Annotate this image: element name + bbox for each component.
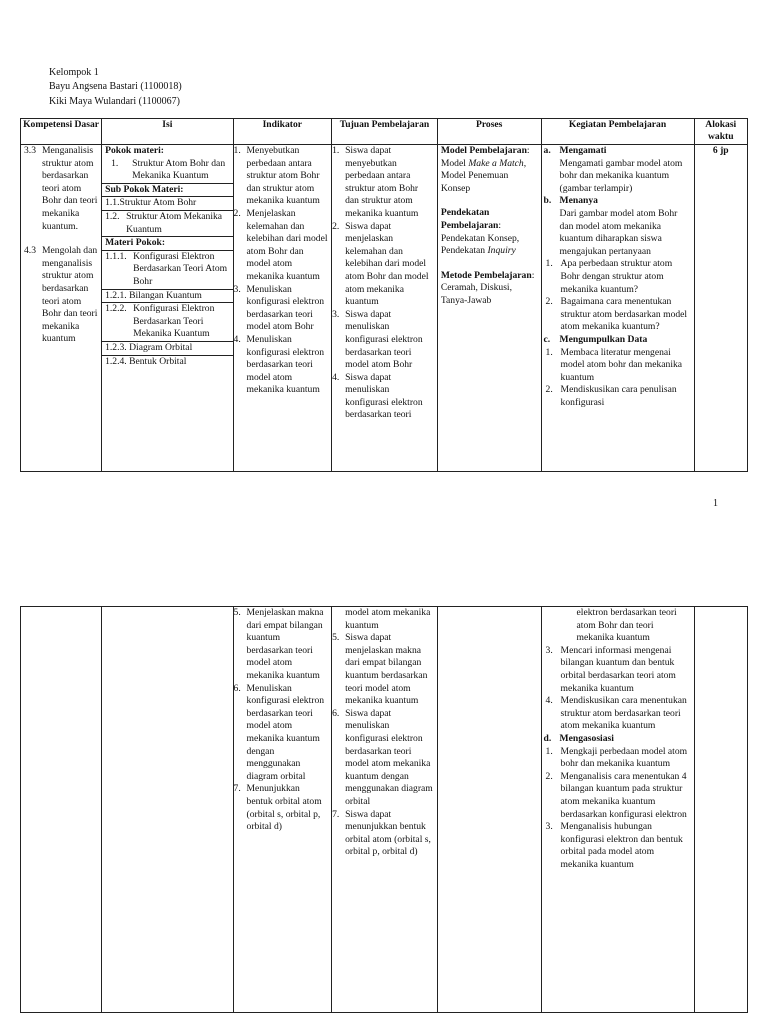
list-item: 7. Menunjukkan bentuk orbital atom (orbital s, orbital p, orbital d) — [233, 783, 322, 833]
list-item: 6. Siswa dapat menuliskan konfigurasi elektron berdasarkan teori model atom mekanika kuantum dengan menggunakan diagram orbital — [332, 707, 433, 807]
step-menanya: Menanya — [559, 195, 598, 207]
member-2: Kiki Maya Wulandari (1100067) — [49, 95, 180, 107]
list-item: 4. Menuliskan konfigurasi elektron berdasarkan teori model atom mekanika kuantum — [233, 333, 325, 396]
cell-kegiatan: a. Mengamati Mengamati gambar model atom bohr dan mekanika kuantum (gambar terlampir) b. Menanya Dari gambar model atom Bohr dan model atom mekanika kuantum diharapkan siswa mengajukan pertanyaan 1. Apa perbedaan struktur atom Bohr dengan struktur atom mekanika kuantum? 2. Bagaimana cara menentukan struktur atom berdasarkan model atom mekanika kuantum? c. Mengumpulkan Data 1. Membaca literatur mengenai model atom bohr dan mekanika kuantum 2. Mendiskusikan cara penulisan konfigurasi — [541, 145, 694, 472]
model-title: Model Pembelajaran — [440, 145, 527, 156]
metode-title: Metode Pembelajaran — [440, 269, 532, 281]
cell-indikator-cont — [233, 607, 332, 1013]
pokok-materi-title: Pokok materi: — [105, 145, 164, 156]
lesson-plan-table — [20, 118, 748, 472]
list-item: 4. Mendiskusikan cara menentukan struktur atom berdasarkan teori atom mekanika kuantum — [545, 695, 687, 732]
pokok-materi-item: Struktur Atom Bohr dan Mekanika Kuantum — [132, 157, 226, 182]
materi-1-2-1: 1.2.1. Bilangan Kuantum — [102, 290, 232, 304]
table-header-row — [21, 119, 748, 145]
materi-1-2-4: 1.2.4. Bentuk Orbital — [105, 355, 187, 367]
list-item: 2. Menjelaskan kelemahan dan kelebihan dari model atom Bohr dan model atom mekanika kuantum — [233, 207, 328, 282]
cell-indikator — [233, 145, 332, 472]
cell-kegiatan-cont: elektron berdasarkan teori atom Bohr dan teori mekanika kuantum 3. Mencari informasi mengenai bilangan kuantum dan bentuk orbital berdasarkan teori atom mekanika kuantum 4. Mendiskusikan cara menentukan struktur atom berdasarkan teori atom mekanika kuantum d. Mengasosiasi 1. Mengkaji perbedaan model atom bohr dan mekanika kuantum 2. Menganalisis cara menentukan 4 bilangan kuantum pada struktur atom mekanika kuantum berdasarkan konfigurasi elektron 3. Menganalisis hubungan konfigurasi elektron dan bentuk orbital pada model atom mekanika kuantum — [541, 607, 694, 1013]
step-mengumpulkan: Mengumpulkan Data — [559, 333, 648, 345]
step-mengasosiasi: Mengasosiasi — [559, 732, 614, 744]
kd-3-3: Menganalisis struktur atom berdasarkan teori atom Bohr dan teori mekanika kuantum. — [42, 145, 98, 232]
table-row — [21, 145, 748, 472]
list-item: 1. Mengkaji perbedaan model atom bohr dan mekanika kuantum — [545, 745, 688, 770]
cell-kompetensi-cont — [21, 607, 102, 1013]
list-item: 3. Menganalisis hubungan konfigurasi elektron dan bentuk orbital pada model atom mekanika kuantum — [545, 821, 683, 870]
list-item: 2. Mendiskusikan cara penulisan konfigurasi — [545, 384, 677, 408]
header-isi: Isi — [102, 119, 233, 145]
tujuan-list — [332, 145, 434, 422]
list-item: 6. Menuliskan konfigurasi elektron berdasarkan teori model atom mekanika kuantum dengan menggunakan diagram orbital — [233, 682, 325, 782]
materi-1-1-1: Konfigurasi Elektron Berdasarkan Teori Atom Bohr — [133, 250, 228, 287]
header-kegiatan: Kegiatan Pembelajaran — [541, 119, 694, 145]
list-item: 2. Bagaimana cara menentukan struktur atom berdasarkan model atom mekanika kuantum? — [545, 296, 688, 333]
materi-1-2-3: 1.2.3. Diagram Orbital — [102, 342, 232, 356]
mengumpulkan-list — [544, 347, 691, 410]
sub-pokok-1: 1.1.Struktur Atom Bohr — [102, 197, 232, 211]
sub-pokok-2: Struktur Atom Mekanika Kuantum — [126, 210, 223, 235]
list-item: 3. Siswa dapat menuliskan konfigurasi elektron berdasarkan teori model atom Bohr — [332, 308, 423, 371]
group-name: Kelompok 1 — [49, 67, 99, 78]
cell-alokasi-cont — [694, 607, 747, 1013]
lesson-plan-table-continued — [20, 606, 748, 1013]
table-row — [21, 607, 748, 1013]
cell-isi: Pokok materi: 1. Struktur Atom Bohr dan Mekanika Kuantum Sub Pokok Materi: 1.1.Struktur Atom Bohr 1.2. Struktur Atom Mekanika Kuantum Materi Pokok: 1.1.1. Konfigurasi Elektron Berdasarkan Teori Atom Bohr 1.2.1. Bilangan Kuantum 1.2.2. Konfigurasi Elektron Berdasarkan Teori Mekanika Kuantum 1.2.3. Diagram Orbital 1.2.4. Bentuk Orbital — [102, 145, 233, 472]
cell-tujuan — [332, 145, 438, 472]
indikator-list — [234, 145, 329, 397]
list-item: 3. Menuliskan konfigurasi elektron berdasarkan teori model atom Bohr — [233, 283, 325, 333]
page-2 — [0, 606, 768, 1024]
list-item: 1. Membaca literatur mengenai model atom bohr dan mekanika kuantum — [545, 346, 683, 383]
member-1: Bayu Angsena Bastari (1100018) — [49, 81, 182, 93]
indikator-list-cont — [234, 607, 329, 834]
header-indikator: Indikator — [233, 119, 332, 145]
list-item: 4. Siswa dapat menuliskan konfigurasi elektron berdasarkan teori — [332, 371, 423, 421]
cell-tujuan-cont: model atom mekanika kuantum 5. Siswa dapat menjelaskan makna dari empat bilangan kuantum berdasarkan teori model atom mekanika kuantum 6. Siswa dapat menuliskan konfigurasi elektron berdasarkan teori model atom mekanika kuantum dengan menggunakan diagram orbital 7. Siswa dapat menunjukkan bentuk orbital atom (orbital s, orbital p, orbital d) — [332, 607, 438, 1013]
list-item: 1. Siswa dapat menyebutkan perbedaan antara struktur atom Bohr dan struktur atom mekanika kuantum — [332, 145, 419, 219]
list-item: 5. Siswa dapat menjelaskan makna dari empat bilangan kuantum berdasarkan teori model atom mekanika kuantum — [332, 632, 428, 707]
materi-pokok-title: Materi Pokok: — [102, 237, 232, 251]
mengumpulkan-list-cont — [544, 645, 691, 733]
step-mengamati: Mengamati — [559, 145, 607, 156]
cell-kompetensi: 3.3 Menganalisis struktur atom berdasarkan teori atom Bohr dan teori mekanika kuantum. 4.3 Mengolah dan menganalisis struktur atom berdasarkan teori atom Bohr dan teori mekanika kuantum — [21, 145, 102, 472]
cell-isi-cont — [102, 607, 233, 1013]
list-item: 1. Menyebutkan perbedaan antara struktur atom Bohr dan struktur atom mekanika kuantum — [233, 145, 320, 207]
list-item: 2. Siswa dapat menjelaskan kelemahan dan kelebihan dari model atom Bohr dan model atom mekanika kuantum — [332, 220, 429, 308]
mengasosiasi-list — [544, 746, 691, 872]
list-item: 2. Menganalisis cara menentukan 4 bilangan kuantum pada struktur atom mekanika kuantum berdasarkan konfigurasi elektron — [545, 770, 687, 820]
cell-alokasi: 6 jp — [694, 145, 747, 472]
header-tujuan: Tujuan Pembelajaran — [332, 119, 438, 145]
pendekatan-title: Pendekatan Pembelajaran — [440, 207, 499, 231]
page-number: 1 — [713, 498, 718, 509]
header-proses: Proses — [437, 119, 541, 145]
menanya-list — [544, 258, 691, 334]
tujuan-list-cont — [332, 632, 434, 859]
make-a-match: Make a Match — [468, 157, 524, 169]
kd-4-3: Mengolah dan menganalisis struktur atom berdasarkan teori atom Bohr dan teori mekanika kuantum — [42, 245, 98, 345]
header-alokasi: Alokasi waktu — [694, 119, 747, 145]
document-header — [49, 66, 182, 109]
cell-proses: Model Pembelajaran: Model Make a Match, Model Penemuan Konsep Pendekatan Pembelajaran: Pendekatan Konsep, Pendekatan Inquiry Metode Pembelajaran: Ceramah, Diskusi, Tanya-Jawab — [437, 145, 541, 472]
header-kompetensi: Kompetensi Dasar — [21, 119, 102, 145]
list-item: 5. Menjelaskan makna dari empat bilangan kuantum berdasarkan teori model atom mekanika kuantum — [233, 607, 324, 681]
materi-1-2-2: Konfigurasi Elektron Berdasarkan Teori Mekanika Kuantum — [133, 303, 215, 340]
sub-pokok-title: Sub Pokok Materi: — [102, 184, 232, 198]
cell-proses-cont — [437, 607, 541, 1013]
list-item: 3. Mencari informasi mengenai bilangan kuantum dan bentuk orbital berdasarkan teori atom mekanika kuantum — [545, 644, 676, 694]
metode-text: Ceramah, Diskusi, Tanya-Jawab — [440, 282, 512, 306]
list-item: 1. Apa perbedaan struktur atom Bohr dengan struktur atom mekanika kuantum? — [545, 258, 673, 295]
list-item: 7. Siswa dapat menunjukkan bentuk orbital atom (orbital s, orbital p, orbital d) — [332, 808, 431, 858]
